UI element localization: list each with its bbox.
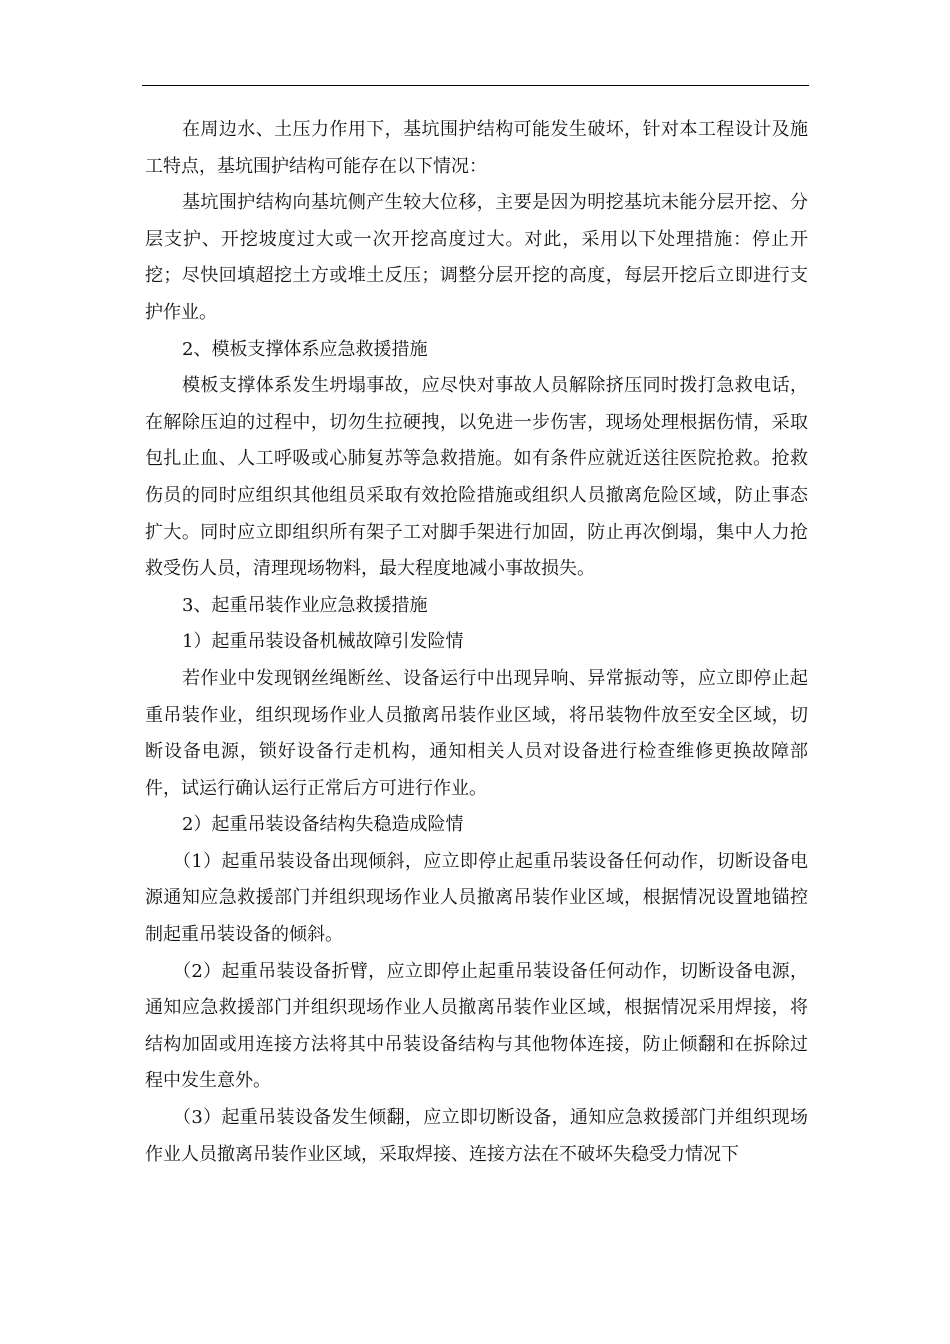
paragraph-tilting: （1）起重吊装设备出现倾斜，应立即停止起重吊装设备任何动作，切断设备电源通知应急救援部门并组织现场作业人员撤离吊装作业区域，根据情况设置地锚控制起重吊装设备的倾斜。 (145, 850, 808, 946)
paragraph-displacement: 基坑围护结构向基坑侧产生较大位移，主要是因为明挖基坑未能分层开挖、分层支护、开挖坡度过大或一次开挖高度过大。对此，采用以下处理措施：停止开挖；尽快回填超挖土方或堆土反压；调整分层开挖的高度，每层开挖后立即进行支护作业。 (145, 192, 808, 323)
paragraph-mechanical-failure: 若作业中发现钢丝绳断丝、设备运行中出现异响、异常振动等，应立即停止起重吊装作业，组织现场作业人员撤离吊装作业区域，将吊装物件放至安全区域，切断设备电源，锁好设备行走机构，通知相关人员对设备进行检查维修更换故障部件，试运行确认运行正常后方可进行作业。 (145, 667, 808, 799)
paragraph-intro: 在周边水、土压力作用下，基坑围护结构可能发生破坏，针对本工程设计及施工特点，基坑围护结构可能存在以下情况： (145, 119, 808, 177)
header-rule (142, 85, 809, 86)
paragraph-formwork: 模板支撑体系发生坍塌事故，应尽快对事故人员解除挤压同时拨打急救电话，在解除压迫的过程中，切勿生拉硬拽，以免进一步伤害，现场处理根据伤情，采取包扎止血、人工呼吸或心肺复苏等急救措施。如有条件应就近送往医院抢救。抢救伤员的同时应组织其他组员采取有效抢险措施或组织人员撤离危险区域，防止事态扩大。同时应立即组织所有架子工对脚手架进行加固，防止再次倒塌，集中人力抢救受伤人员，清理现场物料，最大程度地减小事故损失。 (145, 375, 808, 580)
paragraph-overturning: （3）起重吊装设备发生倾翻，应立即切断设备，通知应急救援部门并组织现场作业人员撤离吊装作业区域，采取焊接、连接方法在不破坏失稳受力情况下 (145, 1107, 808, 1165)
heading-lifting: 3、起重吊装作业应急救援措施 (182, 594, 428, 616)
subheading-mechanical-failure: 1）起重吊装设备机械故障引发险情 (182, 631, 464, 653)
heading-formwork: 2、模板支撑体系应急救援措施 (182, 338, 428, 360)
document-body (145, 112, 808, 1173)
subheading-structural-instability: 2）起重吊装设备结构失稳造成险情 (182, 814, 464, 836)
paragraph-boom-break: （2）起重吊装设备折臂，应立即停止起重吊装设备任何动作，切断设备电源，通知应急救援部门并组织现场作业人员撤离吊装作业区域，根据情况采用焊接，将结构加固或用连接方法将其中吊装设备结构与其他物体连接，防止倾翻和在拆除过程中发生意外。 (145, 960, 808, 1092)
